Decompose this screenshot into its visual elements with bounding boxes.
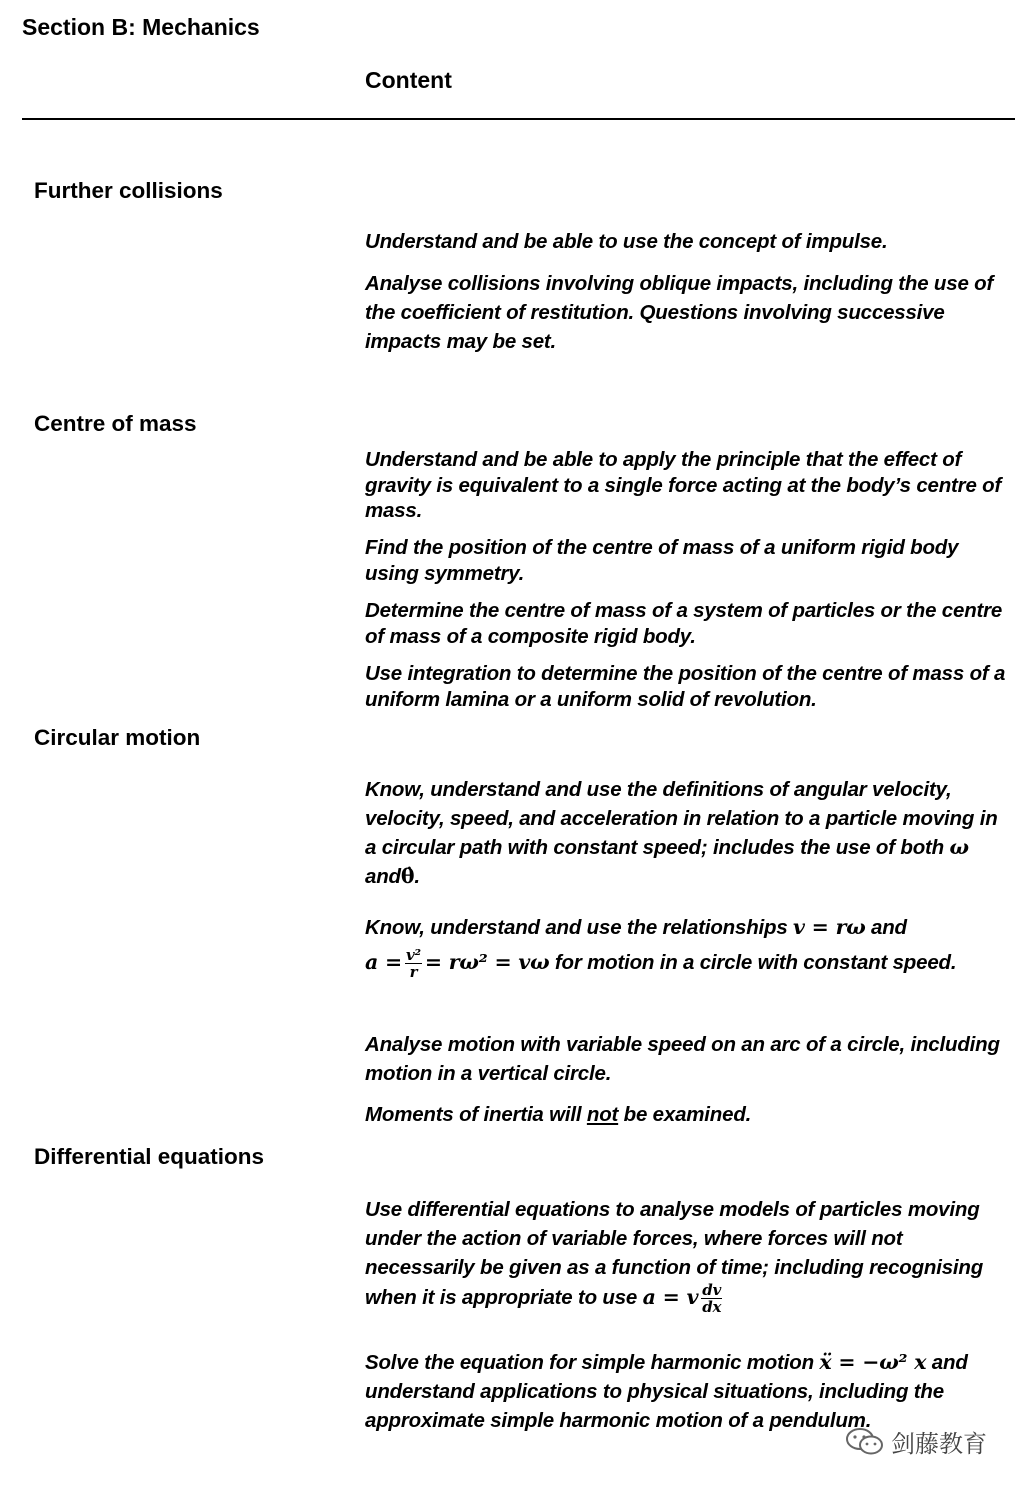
dv-over-dx — [701, 1282, 722, 1315]
inertia-note-para — [365, 1100, 1010, 1129]
com-symmetry-para: Find the position of the centre of mass of a uniform rigid body using symmetry. — [365, 536, 959, 585]
full-stop: . — [414, 865, 420, 888]
inertia-pre: Moments of inertia will — [365, 1103, 582, 1126]
fraction-numerator: v² — [406, 946, 421, 965]
circular-relationships-para — [365, 910, 1010, 980]
theta-dot-symbol: θ̇ — [400, 864, 415, 888]
and-word: and — [365, 865, 401, 888]
omega-symbol: ω — [949, 835, 969, 859]
relationships-tail: for motion in a circle with constant speed. — [554, 951, 957, 974]
de-variable-forces-para — [365, 1195, 1010, 1315]
fraction-denominator: r — [409, 963, 418, 982]
topic-further-collisions: Further collisions — [34, 178, 223, 203]
v-squared-over-r — [405, 947, 422, 980]
relationships-text: Know, understand and use the relationships — [365, 916, 788, 939]
circular-definitions-para — [365, 775, 1010, 891]
topic-circular-motion: Circular motion — [34, 725, 201, 750]
topic-centre-of-mass: Centre of mass — [34, 411, 197, 436]
dx-denominator: dx — [702, 1298, 722, 1316]
com-system-para: Determine the centre of mass of a system of particles or the centre of mass of a composite rigid body. — [365, 599, 1003, 648]
header-divider — [22, 118, 1015, 120]
a-equals: a = — [365, 950, 402, 974]
r-omega-squared-equation: = rω² = vω — [424, 950, 550, 974]
a-equals-v: a = v — [642, 1284, 699, 1309]
shm-post: and understand applications to physical situations, including the approximate simple harmonic motion of a pendulum. — [365, 1351, 968, 1432]
topic-differential-equations: Differential equations — [34, 1144, 265, 1169]
dv-numerator: dv — [702, 1281, 722, 1299]
section-title: Section B: Mechanics — [22, 14, 260, 40]
com-integration-para: Use integration to determine the position of the centre of mass of a uniform lamina or a uniform solid of revolution. — [365, 662, 1006, 711]
v-equals-r-omega: v = rω — [793, 915, 866, 939]
wechat-icon — [845, 1426, 885, 1458]
shm-equation: ẍ = −ω² x — [819, 1350, 927, 1374]
circular-variable-speed-para: Analyse motion with variable speed on an arc of a circle, including motion in a vertical circle. — [365, 1033, 1000, 1085]
not-underlined: not — [586, 1103, 619, 1126]
inertia-post: be examined. — [623, 1103, 752, 1126]
de-shm-para — [365, 1348, 1010, 1435]
circular-definitions-text: Know, understand and use the definitions of angular velocity, velocity, speed, and acceleration in relation to a particle moving in a circular path with constant speed; includes the use of both — [365, 778, 998, 859]
content-heading: Content — [365, 67, 452, 93]
com-gravity-para: Understand and be able to apply the principle that the effect of gravity is equivalent to a single force acting at the body’s centre of mass. — [365, 448, 1002, 522]
de-variable-forces-text: Use differential equations to analyse models of particles moving under the action of variable forces, where forces will not necessarily be given as a function of time; including recognising when it is appropriate to use — [365, 1198, 984, 1309]
shm-pre: Solve the equation for simple harmonic motion — [365, 1351, 814, 1374]
watermark-text: 剑藤教育 — [891, 1430, 987, 1458]
collisions-oblique-para: Analyse collisions involving oblique impacts, including the use of the coefficient of restitution. Questions involving successive impacts may be set. — [365, 272, 994, 353]
and-word-2: and — [871, 916, 907, 939]
watermark — [845, 1424, 987, 1459]
collisions-impulse-para: Understand and be able to use the concept of impulse. — [365, 230, 888, 253]
